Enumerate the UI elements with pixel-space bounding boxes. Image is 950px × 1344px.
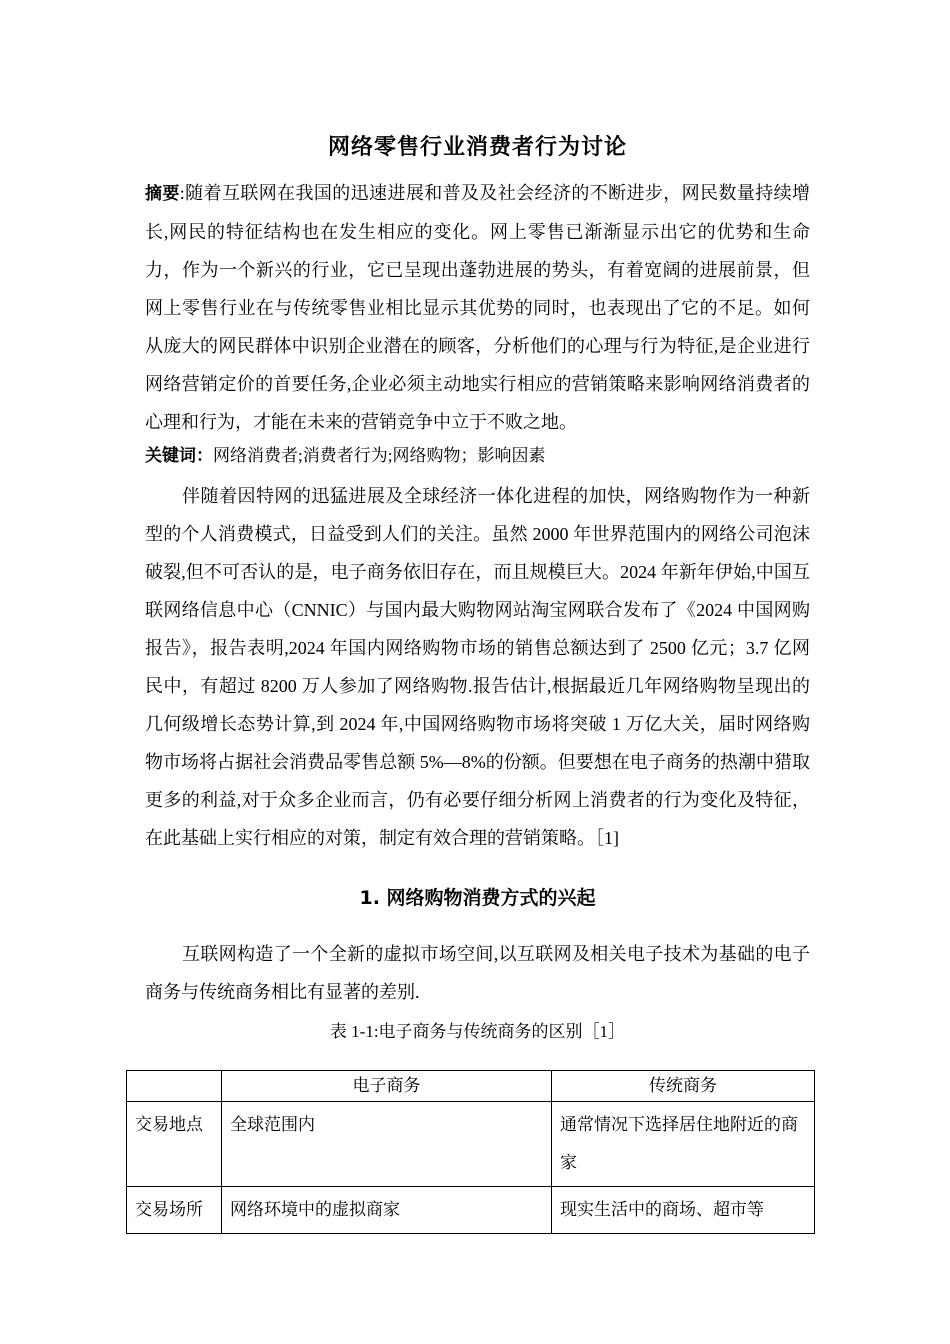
keywords-line — [145, 441, 810, 471]
table-row — [127, 1187, 815, 1234]
abstract-label: 摘要 — [145, 184, 180, 204]
table-cell: 交易地点 — [127, 1102, 222, 1187]
table-cell: 交易场所 — [127, 1187, 222, 1234]
table-row — [127, 1102, 815, 1187]
table-header-row — [127, 1071, 815, 1102]
table-caption: 表 1-1:电子商务与传统商务的区别［1］ — [329, 1022, 626, 1041]
section-paragraph: 互联网构造了一个全新的虚拟市场空间,以互联网及相关电子技术为基础的电子商务与传统商务相比有显著的差别. — [145, 944, 810, 1002]
table-header-cell: 电子商务 — [222, 1071, 552, 1102]
table-header-cell: 传统商务 — [552, 1071, 815, 1102]
table-cell: 现实生活中的商场、超市等 — [552, 1187, 815, 1234]
document-body — [145, 130, 810, 1051]
table-cell: 通常情况下选择居住地附近的商家 — [552, 1102, 815, 1187]
comparison-table — [126, 1070, 815, 1234]
document-title: 网络零售行业消费者行为讨论 — [327, 135, 627, 160]
table-cell: 网络环境中的虚拟商家 — [222, 1187, 552, 1234]
keywords-text: 网络消费者;消费者行为;网络购物；影响因素 — [213, 446, 546, 465]
section-heading: 1. 网络购物消费方式的兴起 — [359, 887, 596, 909]
intro-paragraph: 伴随着因特网的迅猛进展及全球经济一体化进程的加快，网络购物作为一种新型的个人消费模式，日益受到人们的关注。虽然 2000 年世界范围内的网络公司泡沫破裂,但不可否认的是，电子商务依旧存在，而且规模巨大。2024 年新年伊始,中国互联网络信息中心（CNNIC）与国内最大购物网站淘宝网联合发布了《2024 中国网购报告》，报告表明,2024 年国内网络购物市场的销售总额达到了 2500 亿元；3.7 亿网民中，有超过 8200 万人参加了网络购物.报告估计,根据最近几年网络购物呈现出的几何级增长态势计算,到 2024 年,中国网络购物市场将突破 1 万亿大关，届时网络购物市场将占据社会消费品零售总额 5%—8%的份额。但要想在电子商务的热潮中猎取更多的利益,对于众多企业而言，仍有必要仔细分析网上消费者的行为变化及特征，在此基础上实行相应的对策，制定有效合理的营销策略。［1] — [145, 486, 810, 848]
abstract-paragraph — [145, 174, 810, 441]
table-cell: 全球范围内 — [222, 1102, 552, 1187]
table-header-cell — [127, 1071, 222, 1102]
abstract-text: :随着互联网在我国的迅速进展和普及及社会经济的不断进步，网民数量持续增长,网民的特征结构也在发生相应的变化。网上零售已渐渐显示出它的优势和生命力，作为一个新兴的行业，它已呈现出蓬勃进展的势头，有着宽阔的进展前景，但网上零售行业在与传统零售业相比显示其优势的同时，也表现出了它的不足。如何从庞大的网民群体中识别企业潜在的顾客，分析他们的心理与行为特征,是企业进行网络营销定价的首要任务,企业必须主动地实行相应的营销策略来影响网络消费者的心理和行为，才能在未来的营销竞争中立于不败之地。 — [145, 183, 811, 432]
keywords-label: 关键词： — [145, 446, 213, 466]
